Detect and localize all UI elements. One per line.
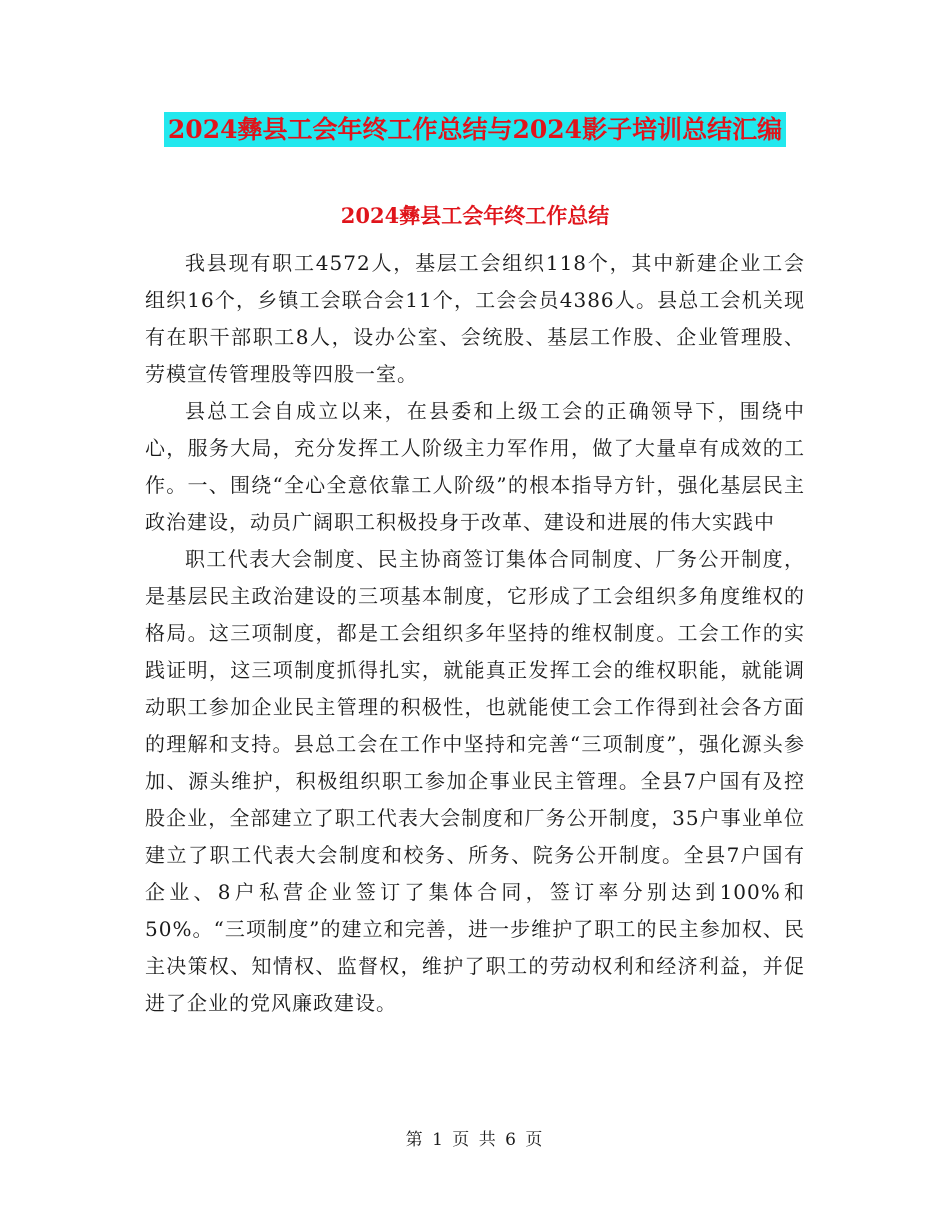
section-title: 2024彝县工会年终工作总结 xyxy=(340,203,610,228)
paragraph-3: 职工代表大会制度、民主协商签订集体合同制度、厂务公开制度，是基层民主政治建设的三项基本制度，它形成了工会组织多角度维权的格局。这三项制度，都是工会组织多年坚持的维权制度。工会工作的实践证明，这三项制度抓得扎实，就能真正发挥工会的维权职能，就能调动职工参加企业民主管理的积极性，也就能使工会工作得到社会各方面的理解和支持。县总工会在工作中坚持和完善“三项制度”，强化源头参加、源头维护，积极组织职工参加企事业民主管理。全县7户国有及控股企业，全部建立了职工代表大会制度和厂务公开制度，35户事业单位建立了职工代表大会制度和校务、所务、院务公开制度。全县7户国有企业、8户私营企业签订了集体合同，签订率分别达到100%和50%。“三项制度”的建立和完善，进一步维护了职工的民主参加权、民主决策权、知情权、监督权，维护了职工的劳动权利和经济利益，并促进了企业的党风廉政建设。 xyxy=(145,547,805,1015)
paragraph-1: 我县现有职工4572人，基层工会组织118个，其中新建企业工会组织16个，乡镇工会联合会11个，工会会员4386人。县总工会机关现有在职干部职工8人，设办公室、会统股、基层工作股、企业管理股、劳模宣传管理股等四股一室。 xyxy=(145,251,805,386)
page-number-footer: 第 1 页 共 6 页 xyxy=(405,1130,545,1150)
paragraph-2: 县总工会自成立以来，在县委和上级工会的正确领导下，围绕中心，服务大局，充分发挥工人阶级主力军作用，做了大量卓有成效的工作。一、围绕“全心全意依靠工人阶级”的根本指导方针，强化基层民主政治建设，动员广阔职工积极投身于改革、建设和进展的伟大实践中 xyxy=(145,399,805,534)
main-title-highlight: 2024彝县工会年终工作总结与2024影子培训总结汇编 xyxy=(164,112,786,147)
document-body xyxy=(145,245,805,1022)
document-main-title xyxy=(0,110,950,150)
